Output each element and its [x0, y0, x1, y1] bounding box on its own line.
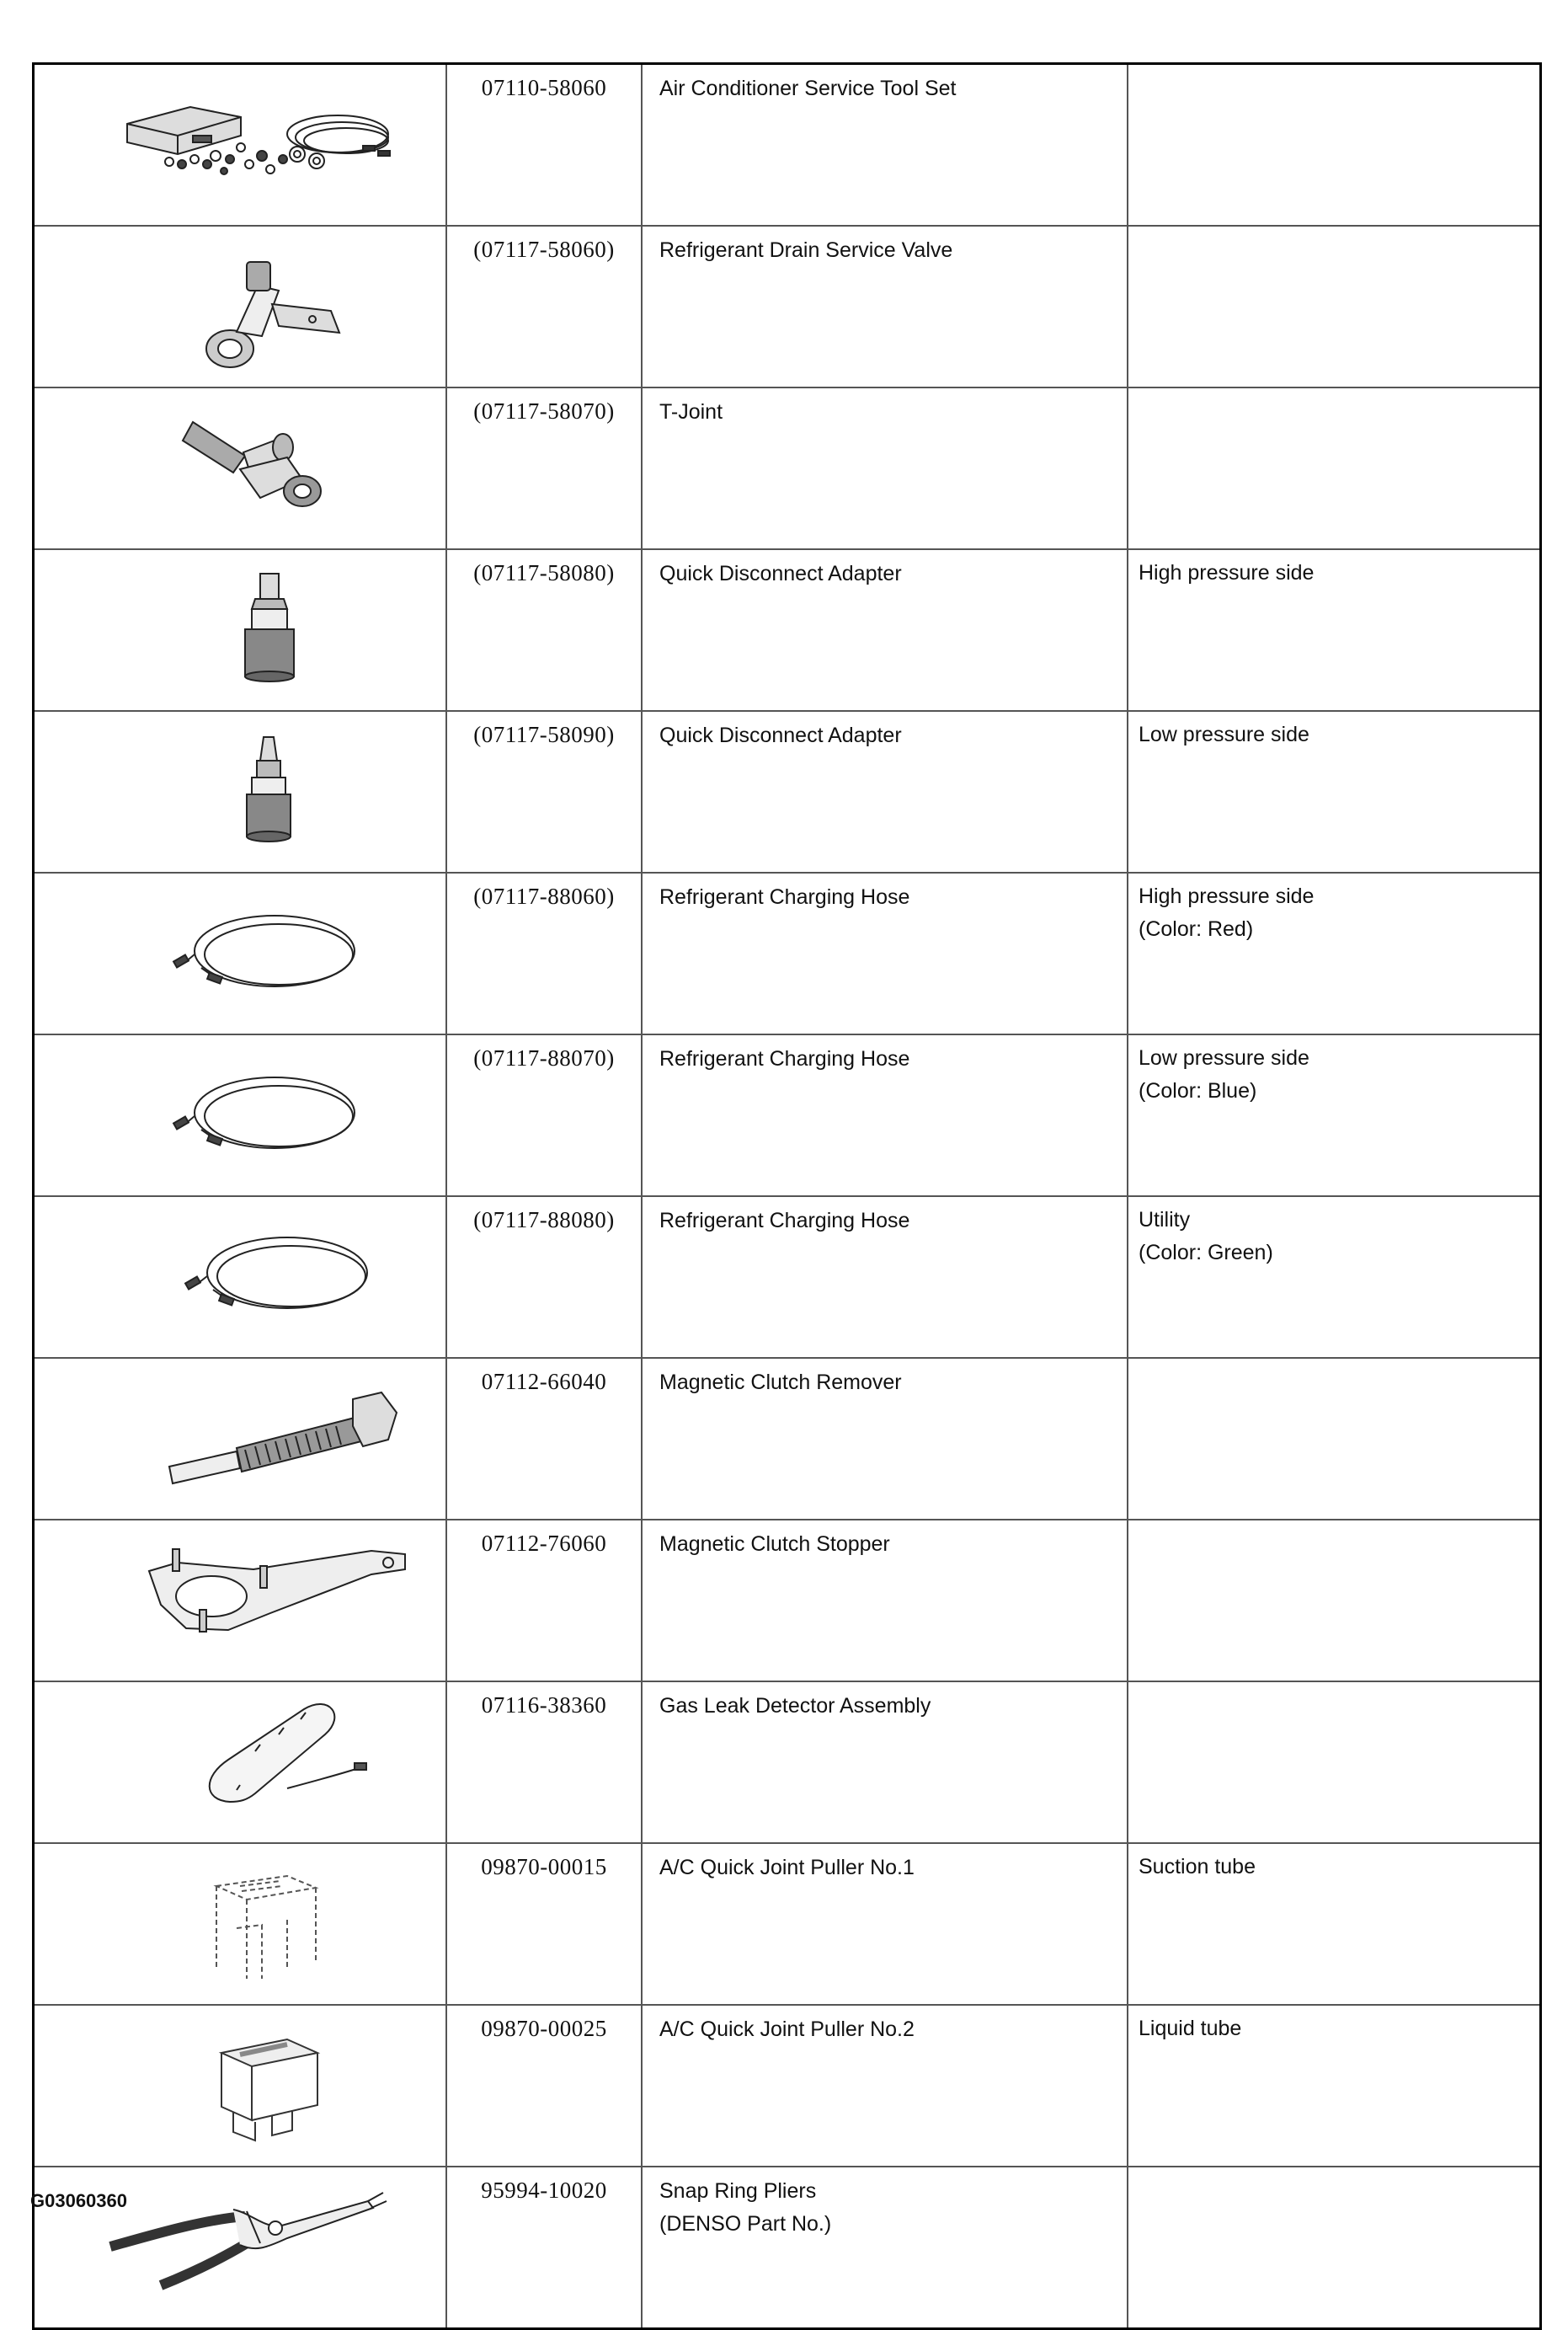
tool-name: A/C Quick Joint Puller No.1: [642, 1843, 1128, 2005]
tool-name: Snap Ring Pliers (DENSO Part No.): [642, 2167, 1128, 2329]
clutch-stopper-icon: [35, 1520, 445, 1669]
table-row: [34, 1358, 1541, 1520]
tool-name: Quick Disconnect Adapter: [642, 549, 1128, 711]
drain-valve-icon: [35, 227, 445, 375]
tool-illustration-cell: [34, 1034, 447, 1196]
part-number: 07112-76060: [446, 1520, 642, 1681]
part-number: (07117-58080): [446, 549, 642, 711]
tool-illustration-cell: [34, 2005, 447, 2167]
tool-note: [1128, 226, 1541, 387]
joint-puller-2-icon: [35, 2006, 445, 2154]
leak-detector-icon: [35, 1682, 445, 1830]
tool-note: [1128, 2167, 1541, 2329]
tool-name: Refrigerant Charging Hose: [642, 1034, 1128, 1196]
part-number: (07117-88080): [446, 1196, 642, 1358]
table-row: [34, 387, 1541, 549]
tool-name: Magnetic Clutch Remover: [642, 1358, 1128, 1520]
table-row: [34, 873, 1541, 1034]
clutch-remover-icon: [35, 1359, 445, 1507]
tool-illustration-cell: [34, 1681, 447, 1843]
table-row: [34, 1681, 1541, 1843]
tool-note: [1128, 64, 1541, 227]
tool-note: Low pressure side (Color: Blue): [1128, 1034, 1541, 1196]
tool-note: [1128, 1520, 1541, 1681]
tool-illustration-cell: [34, 1358, 447, 1520]
table-row: [34, 1520, 1541, 1681]
table-row: [34, 1843, 1541, 2005]
tool-illustration-cell: [34, 387, 447, 549]
tool-illustration-cell: [34, 226, 447, 387]
table-row: [34, 2167, 1541, 2329]
part-number: (07117-58060): [446, 226, 642, 387]
tool-note: High pressure side: [1128, 549, 1541, 711]
tool-note: Liquid tube: [1128, 2005, 1541, 2167]
part-number: (07117-88070): [446, 1034, 642, 1196]
charging-hose-icon: [35, 1035, 445, 1184]
part-number: (07117-58090): [446, 711, 642, 873]
table-row: [34, 1034, 1541, 1196]
part-number: (07117-58070): [446, 387, 642, 549]
tool-name: Refrigerant Charging Hose: [642, 1196, 1128, 1358]
part-number: 07116-38360: [446, 1681, 642, 1843]
special-service-tools-table: [32, 62, 1542, 2330]
tool-note: Low pressure side: [1128, 711, 1541, 873]
table-row: [34, 1196, 1541, 1358]
table-row: [34, 549, 1541, 711]
tool-name: Refrigerant Charging Hose: [642, 873, 1128, 1034]
tool-illustration-cell: [34, 64, 447, 227]
part-number: 95994-10020: [446, 2167, 642, 2329]
tool-name: Refrigerant Drain Service Valve: [642, 226, 1128, 387]
tool-note: [1128, 387, 1541, 549]
tool-note: [1128, 1358, 1541, 1520]
part-number: 07110-58060: [446, 64, 642, 227]
charging-hose-icon: [35, 874, 445, 1022]
table-row: [34, 226, 1541, 387]
tool-illustration-cell: [34, 549, 447, 711]
part-number: (07117-88060): [446, 873, 642, 1034]
tool-name: Air Conditioner Service Tool Set: [642, 64, 1128, 227]
tool-illustration-cell: [34, 1196, 447, 1358]
high-adapter-icon: [35, 550, 445, 698]
charging-hose-icon: [35, 1197, 445, 1345]
tool-name: Gas Leak Detector Assembly: [642, 1681, 1128, 1843]
tool-illustration-cell: [34, 1520, 447, 1681]
service-tool-set-icon: [35, 65, 445, 213]
low-adapter-icon: [35, 712, 445, 860]
tool-note: Suction tube: [1128, 1843, 1541, 2005]
joint-puller-1-icon: [35, 1844, 445, 1992]
table-row: [34, 2005, 1541, 2167]
table-row: [34, 64, 1541, 227]
table-row: [34, 711, 1541, 873]
tool-illustration-cell: [34, 873, 447, 1034]
tool-illustration-cell: [34, 1843, 447, 2005]
tool-name: Quick Disconnect Adapter: [642, 711, 1128, 873]
tool-illustration-cell: [34, 711, 447, 873]
part-number: 07112-66040: [446, 1358, 642, 1520]
tool-name: Magnetic Clutch Stopper: [642, 1520, 1128, 1681]
part-number: 09870-00025: [446, 2005, 642, 2167]
tool-name: A/C Quick Joint Puller No.2: [642, 2005, 1128, 2167]
tool-name: T-Joint: [642, 387, 1128, 549]
t-joint-icon: [35, 388, 445, 537]
tool-note: High pressure side (Color: Red): [1128, 873, 1541, 1034]
figure-id: G03060360: [30, 2190, 127, 2211]
tool-note: Utility (Color: Green): [1128, 1196, 1541, 1358]
tool-note: [1128, 1681, 1541, 1843]
part-number: 09870-00015: [446, 1843, 642, 2005]
